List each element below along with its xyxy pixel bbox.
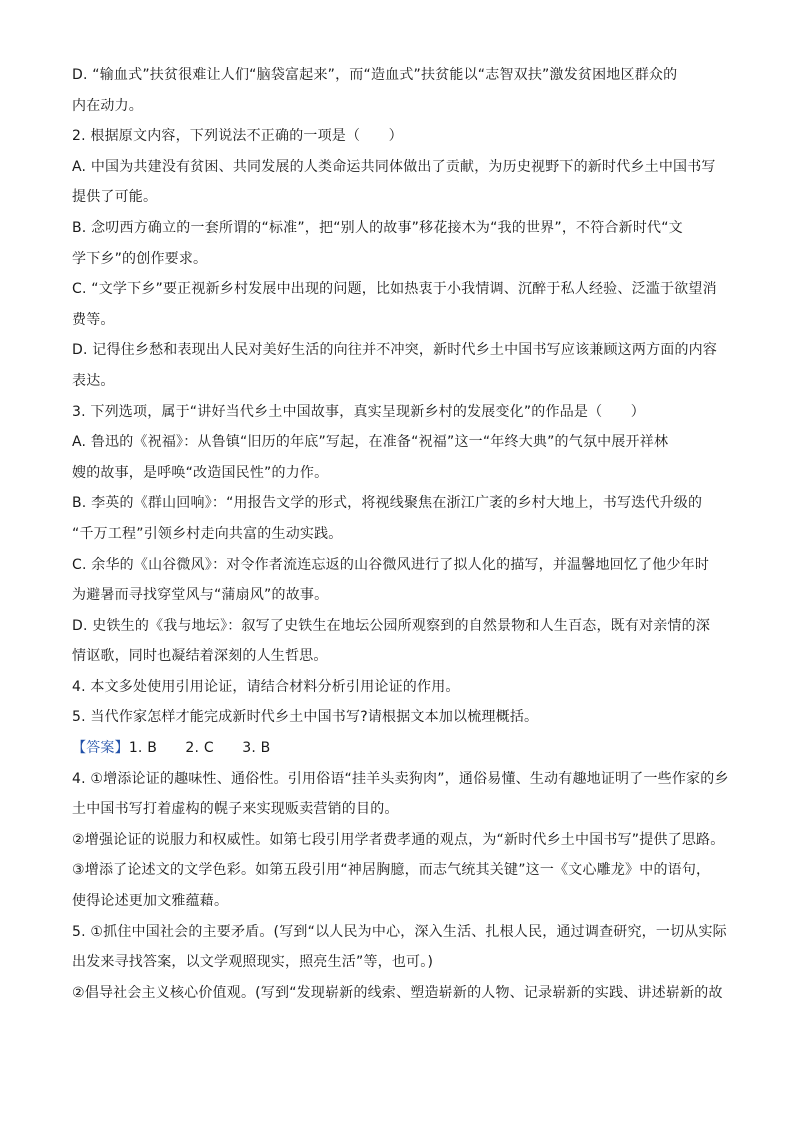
text-line: B. 念叨西方确立的一套所谓的“标准”，把“别人的故事”移花接木为“我的世界”，不符合新时代“文: [72, 219, 683, 236]
text-line: A. 鲁迅的《祝福》：从鲁镇“旧历的年底”写起，在准备“祝福”这一“年终大典”的气氛中展开祥林: [72, 434, 669, 451]
question-block: [72, 60, 724, 733]
text-line: D. 史铁生的《我与地坛》：叙写了史铁生在地坛公园所观察到的自然景物和人生百态，既有对亲情的深: [72, 617, 711, 634]
text-line: 学下乡”的创作要求。: [72, 250, 208, 267]
text-line: C. “文学下乡”要正视新乡村发展中出现的问题，比如热衷于小我情调、沉醉于私人经验、泛滥于欲望消: [72, 281, 717, 298]
text-line: 3. 下列选项，属于“讲好当代乡土中国故事，真实呈现新乡村的发展变化”的作品是（ ）: [72, 403, 645, 420]
text-line: 提供了可能。: [72, 189, 158, 206]
answer-choices: 1. B 2. C 3. B: [128, 740, 271, 757]
text-line: 嫂的故事，是呼唤“改造国民性”的力作。: [72, 464, 329, 481]
answer-block: [72, 764, 729, 1009]
answer-tag: 【答案】: [72, 740, 129, 757]
text-line: 5. 当代作家怎样才能完成新时代乡土中国书写?请根据文本加以梳理概括。: [72, 709, 539, 726]
answer-text-line: ③增添了论述文的文学色彩。如第五段引用“神居胸臆，而志气统其关键”这一《文心雕龙》中的语句，: [72, 862, 711, 879]
text-line: 情讴歌，同时也凝结着深刻的人生哲思。: [72, 648, 328, 665]
text-line: D. 记得住乡愁和表现出人民对美好生活的向往并不冲突，新时代乡土中国书写应该兼顾这两方面的内容: [72, 342, 718, 359]
text-line: C. 余华的《山谷微风》：对令作者流连忘返的山谷微风进行了拟人化的描写，并温馨地回忆了他少年时: [72, 556, 710, 573]
text-line: 2. 根据原文内容，下列说法不正确的一项是（ ）: [72, 128, 403, 145]
text-line: 费等。: [72, 311, 115, 328]
answer-text-line: 土中国书写打着虚构的幌子来实现贩卖营销的目的。: [72, 801, 399, 818]
text-line: A. 中国为共建没有贫困、共同发展的人类命运共同体做出了贡献，为历史视野下的新时代乡土中国书写: [72, 158, 716, 175]
text-line: 表达。: [72, 372, 115, 389]
answer-text-line: 5. ①抓住中国社会的主要矛盾。(写到“以人民为中心，深入生活、扎根人民，通过调查研究，一切从实际: [72, 923, 727, 940]
answer-text-line: ②倡导社会主义核心价值观。(写到“发现崭新的线索、塑造崭新的人物、记录崭新的实践、讲述崭新的故: [72, 984, 723, 1001]
answer-text-line: ②增强论证的说服力和权威性。如第七段引用学者费孝通的观点，为“新时代乡土中国书写”提供了思路。: [72, 831, 725, 848]
text-line: “千万工程”引领乡村走向共富的生动实践。: [72, 525, 343, 542]
text-line: 为避暑而寻找穿堂风与“蒲扇风”的故事。: [72, 587, 329, 604]
answer-text-line: 使得论述更加文雅蕴藉。: [72, 893, 229, 910]
answer-text-line: 4. ①增添论证的趣味性、通俗性。引用俗语“挂羊头卖狗肉”，通俗易懂、生动有趣地证明了一些作家的乡: [72, 770, 729, 787]
text-line: 内在动力。: [72, 97, 143, 114]
text-line: 4. 本文多处使用引用论证，请结合材料分析引用论证的作用。: [72, 678, 460, 695]
text-line: D. “输血式”扶贫很难让人们“脑袋富起来”，而“造血式”扶贫能以“志智双扶”激发贫困地区群众的: [72, 67, 678, 83]
answer-line: [72, 733, 724, 764]
text-line: B. 李英的《群山回响》：“用报告文学的形式，将视线聚焦在浙江广袤的乡村大地上，书写迭代升级的: [72, 495, 703, 512]
answer-text-line: 出发来寻找答案，以文学观照现实，照亮生活”等，也可。): [72, 954, 434, 971]
